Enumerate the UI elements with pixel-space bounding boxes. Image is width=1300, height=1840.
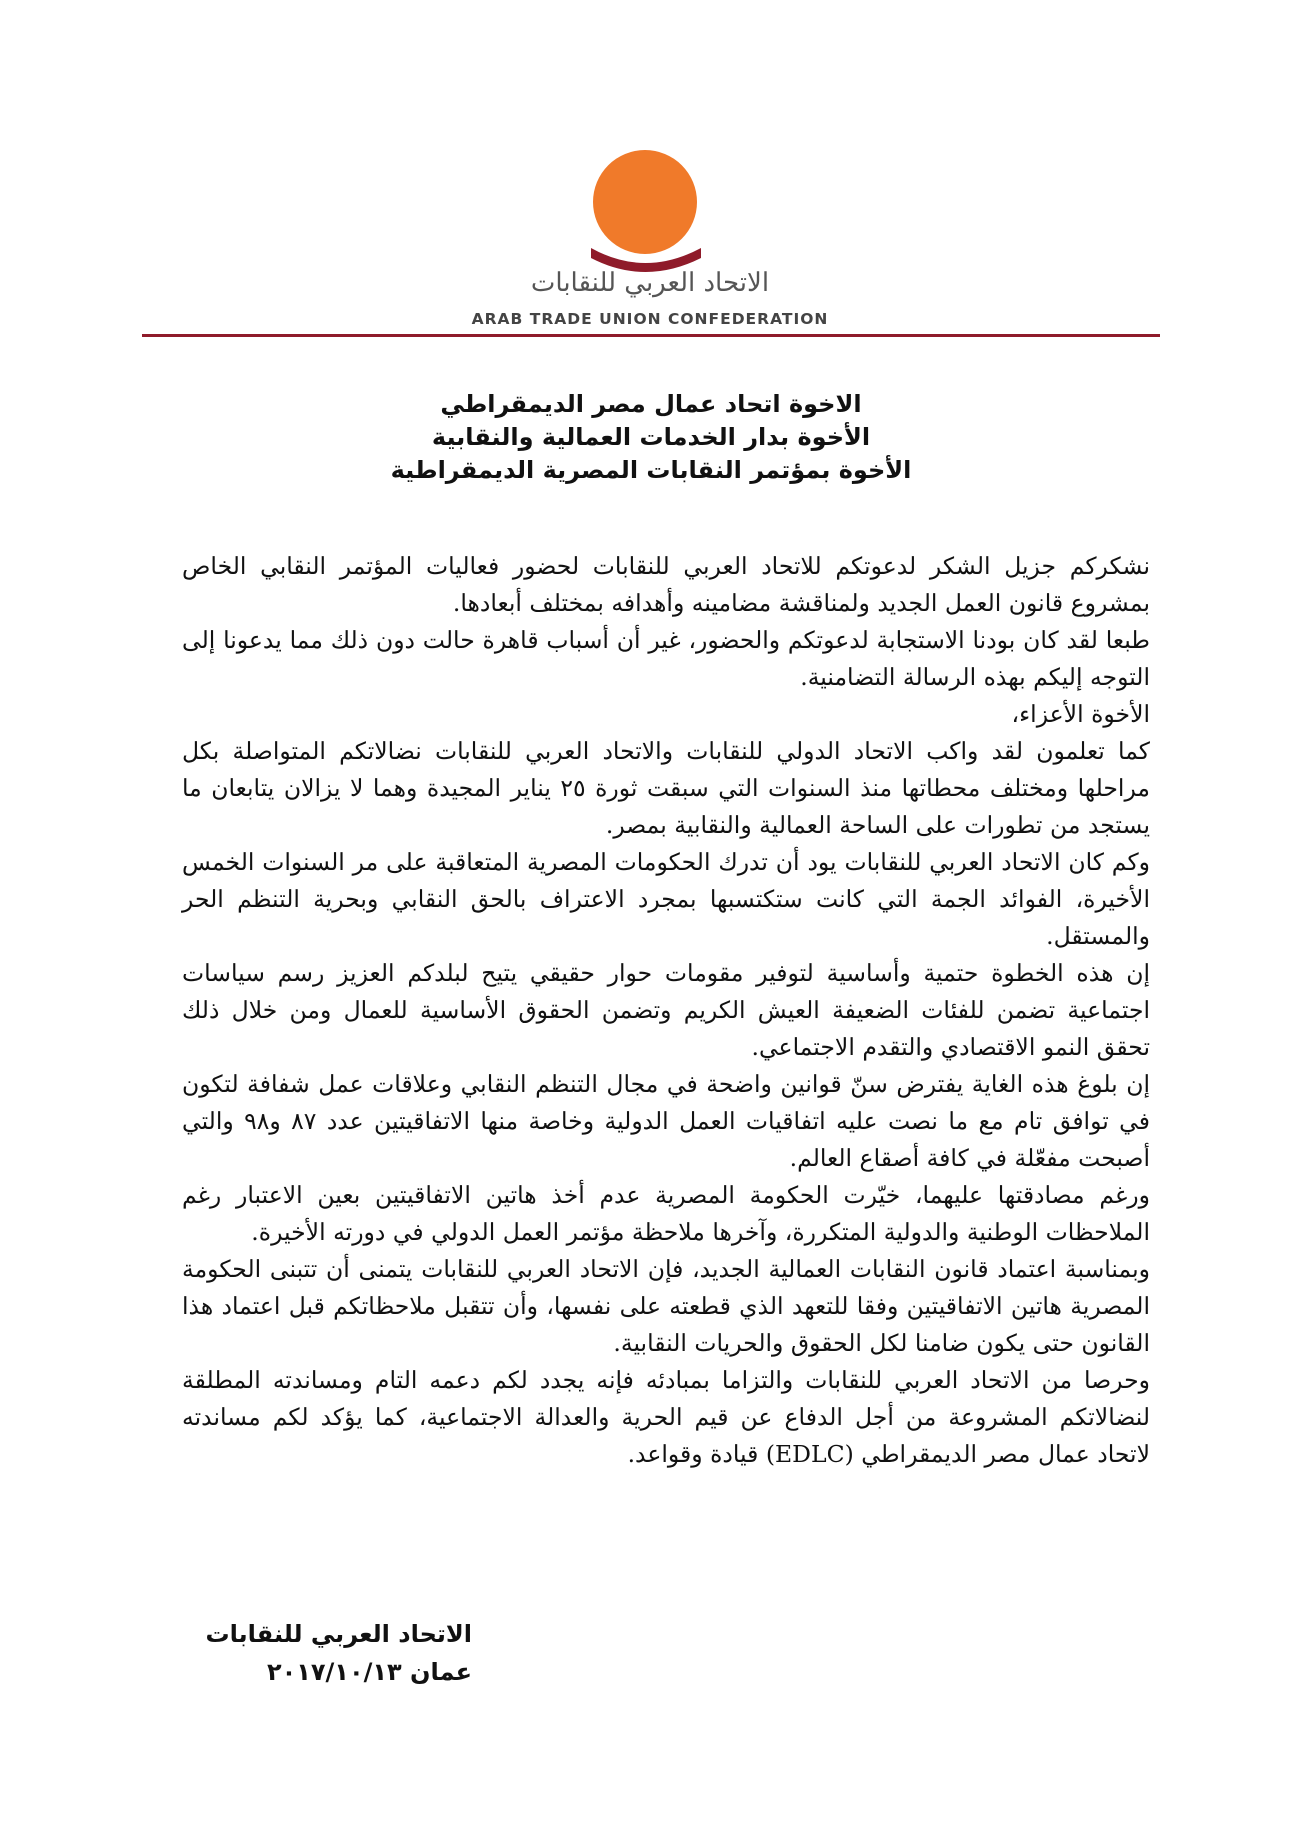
signature-org: الاتحاد العربي للنقابات (205, 1620, 472, 1648)
atuc-logo (583, 150, 713, 280)
body-paragraph: إن بلوغ هذه الغاية يفترض سنّ قوانين واضحة في مجال التنظم النقابي وعلاقات عمل شفافة لتكون في توافق تام مع ما نصت عليه اتفاقيات العمل الدولية وخاصة منها الاتفاقيتين عدد ٨٧ و٩٨ والتي أصبحت مفعّلة في كافة أصقاع العالم. (182, 1070, 1150, 1172)
letter-body (182, 548, 1150, 1473)
body-paragraph: وكم كان الاتحاد العربي للنقابات يود أن تدرك الحكومات المصرية المتعاقبة على مر السنوات الخمس الأخيرة، الفوائد الجمة التي كانت ستكتسبها بمجرد الاعتراف بالحق النقابي وبحرية التنظم الحر والمستقل. (182, 848, 1150, 950)
body-paragraph: ورغم مصادقتها عليهما، خيّرت الحكومة المصرية عدم أخذ هاتين الاتفاقيتين بعين الاعتبار رغم الملاحظات الوطنية والدولية المتكررة، وآخرها ملاحظة مؤتمر العمل الدولي في دورته الأخيرة. (182, 1181, 1150, 1246)
body-paragraph: طبعا لقد كان بودنا الاستجابة لدعوتكم والحضور، غير أن أسباب قاهرة حالت دون ذلك مما يدعونا إلى التوجه إليكم بهذه الرسالة التضامنية. (182, 626, 1150, 691)
org-name-latin: ARAB TRADE UNION CONFEDERATION (471, 310, 829, 328)
salutation: الأخوة الأعزاء، (1011, 700, 1150, 728)
signature-place-date: عمان ٢٠١٧/١٠/١٣ (266, 1658, 472, 1686)
address-line: الأخوة بمؤتمر النقابات المصرية الديمقراطية (390, 456, 912, 484)
header-divider (142, 334, 1160, 337)
body-paragraph: وبمناسبة اعتماد قانون النقابات العمالية الجديد، فإن الاتحاد العربي للنقابات يتمنى أن تتبنى الحكومة المصرية هاتين الاتفاقيتين وفقا للتعهد الذي قطعته على نفسها، وأن تتقبل ملاحظاتكم قبل اعتماد هذا القانون حتى يكون ضامنا لكل الحقوق والحريات النقابية. (182, 1255, 1150, 1357)
address-line: الأخوة بدار الخدمات العمالية والنقابية (431, 423, 871, 451)
org-name-arabic: الاتحاد العربي للنقابات (530, 268, 770, 298)
body-paragraph: نشكركم جزيل الشكر لدعوتكم للاتحاد العربي للنقابات لحضور فعاليات المؤتمر النقابي الخاص بمشروع قانون العمل الجديد ولمناقشة مضامينه وأهدافه بمختلف أبعادها. (182, 552, 1150, 617)
address-line: الاخوة اتحاد عمال مصر الديمقراطي (440, 390, 862, 418)
body-paragraph: إن هذه الخطوة حتمية وأساسية لتوفير مقومات حوار حقيقي يتيح لبلدكم العزيز رسم سياسات اجتماعية تضمن للفئات الضعيفة العيش الكريم وتضمن الحقوق الأساسية للعمال ومن خلال ذلك تحقق النمو الاقتصادي والتقدم الاجتماعي. (182, 959, 1150, 1061)
body-paragraph: وحرصا من الاتحاد العربي للنقابات والتزاما بمبادئه فإنه يجدد لكم دعمه التام ومساندته المطلقة لنضالاتكم المشروعة من أجل الدفاع عن قيم الحرية والعدالة الاجتماعية، كما يؤكد لكم مساندته لاتحاد عمال مصر الديمقراطي (EDLC) قيادة وقواعد. (182, 1366, 1150, 1468)
body-paragraph: كما تعلمون لقد واكب الاتحاد الدولي للنقابات والاتحاد العربي للنقابات نضالاتكم المتواصلة بكل مراحلها ومختلف محطاتها منذ السنوات التي سبقت ثورة ٢٥ يناير المجيدة وهما لا يزالان يتابعان ما يستجد من تطورات على الساحة العمالية والنقابية بمصر. (182, 737, 1150, 839)
signature-block (182, 1615, 472, 1691)
logo-arc-icon (583, 150, 713, 280)
address-block (142, 388, 1160, 487)
